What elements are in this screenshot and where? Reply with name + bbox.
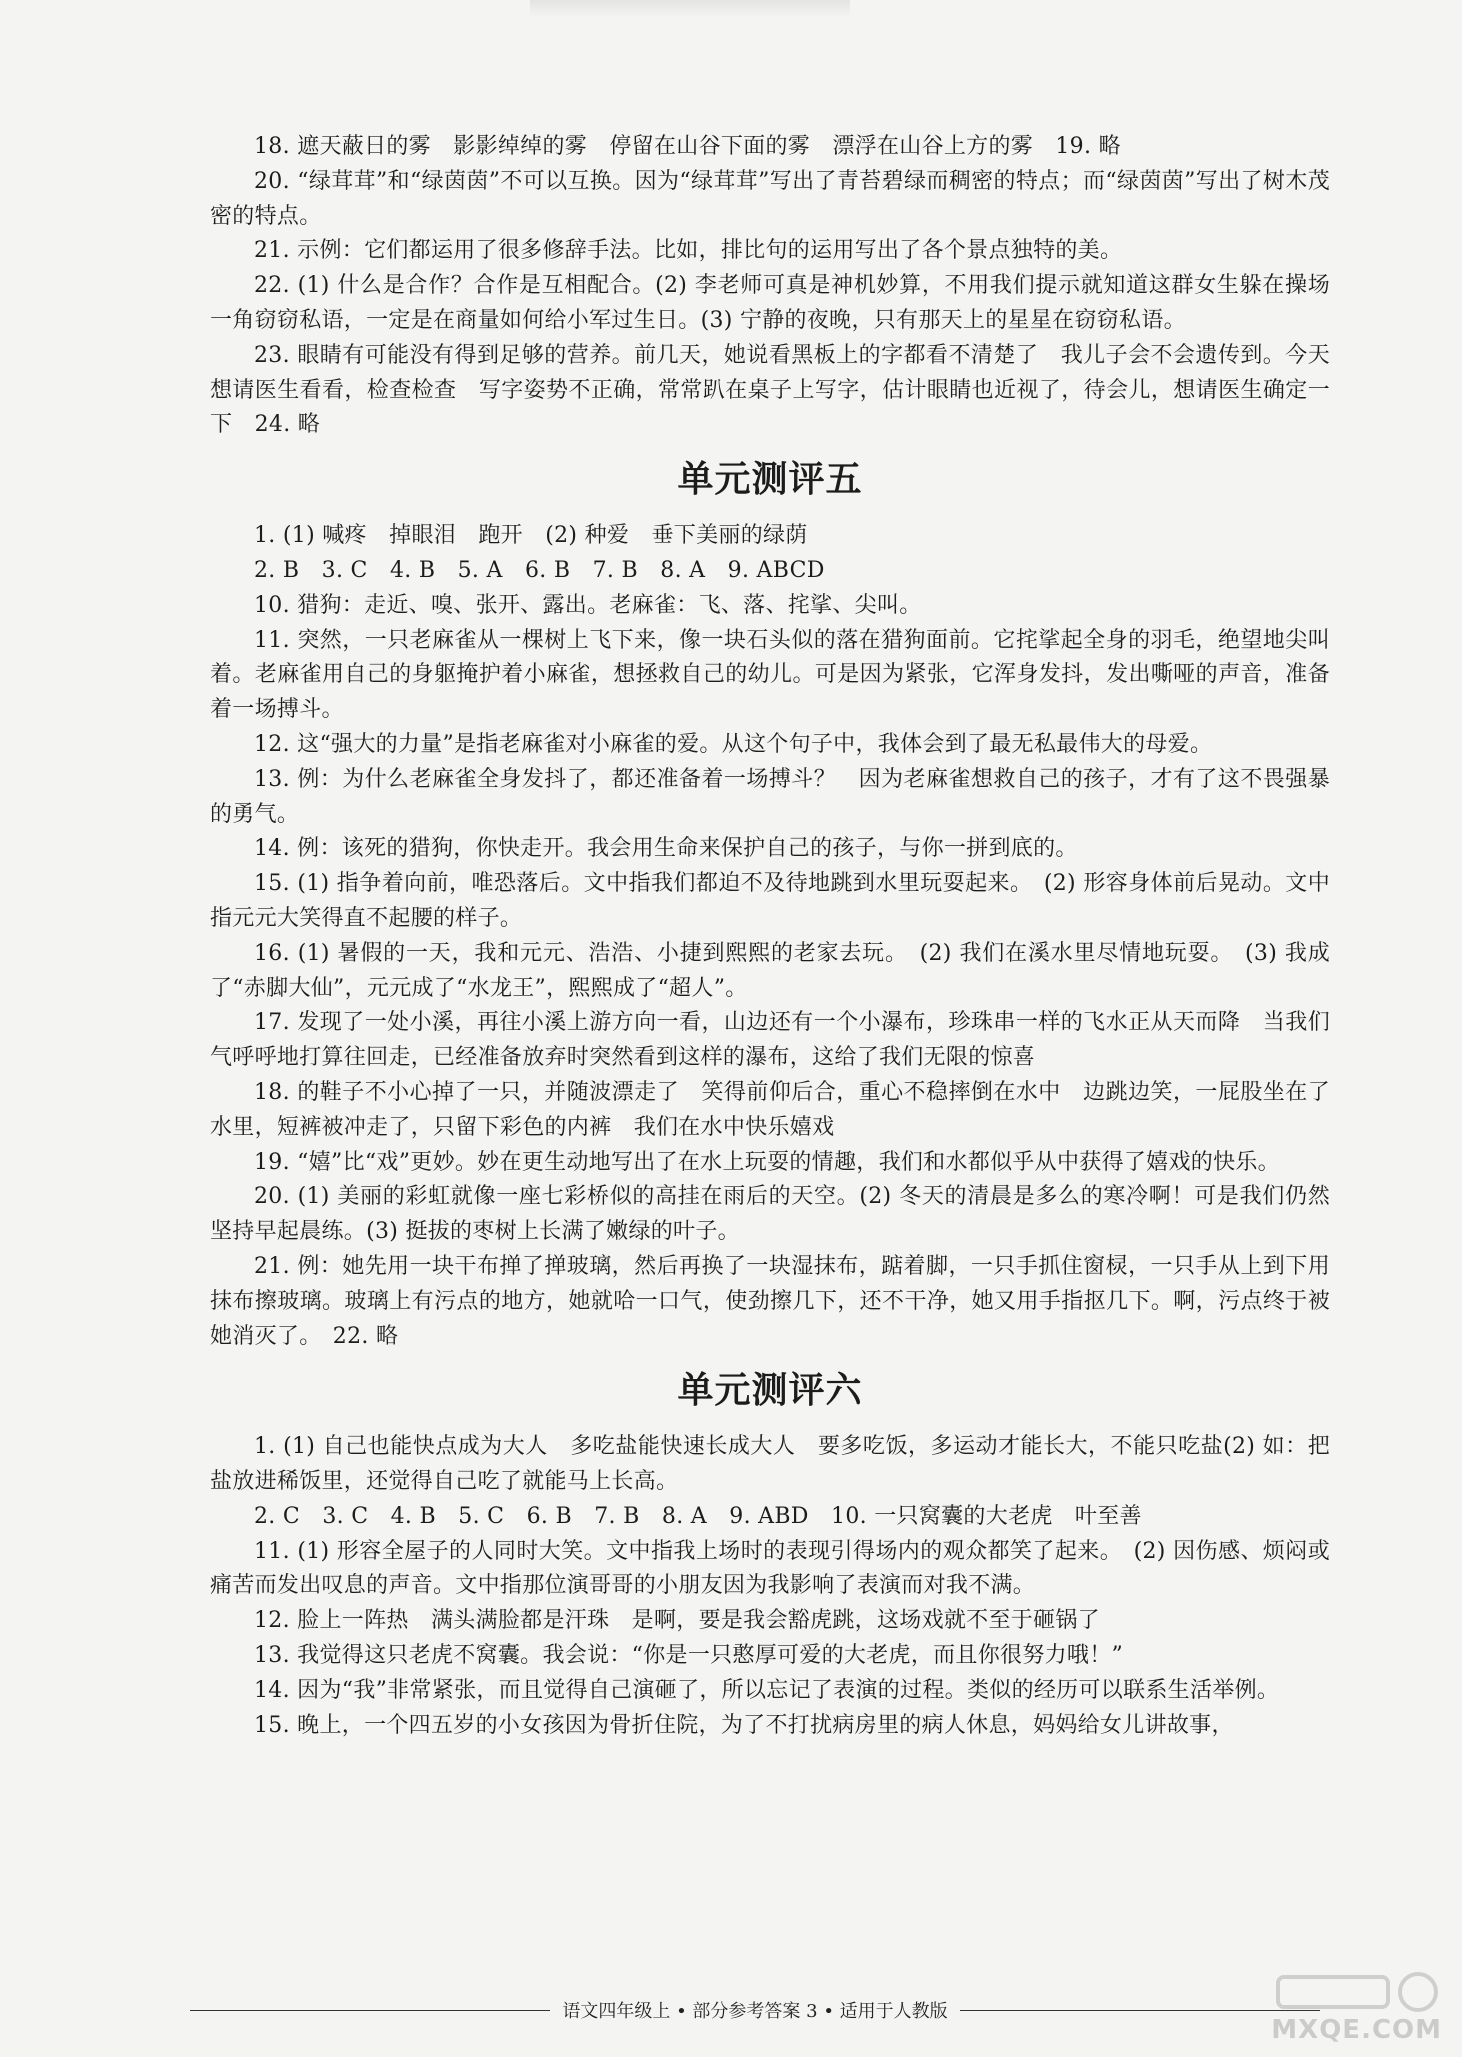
watermark-url: MXQE.COM: [1271, 2015, 1442, 2045]
answer-paragraph: 22. (1) 什么是合作？合作是互相配合。(2) 李老师可真是神机妙算，不用我们提示就知道这群女生躲在操场一角窃窃私语，一定是在商量如何给小军过生日。(3) 宁静的夜晚，只有那天上的星星在窃窃私语。: [210, 273, 1330, 333]
footer-rule-right: [960, 2010, 1320, 2011]
answer-paragraph: 16. (1) 暑假的一天，我和元元、浩浩、小捷到熙熙的老家去玩。 (2) 我们在溪水里尽情地玩耍。 (3) 我成了“赤脚大仙”，元元成了“水龙王”，熙熙成了“超人”。: [210, 940, 1330, 1001]
answer-paragraph: 2. C 3. C 4. B 5. C 6. B 7. B 8. A 9. ABD 10. 一只窝囊的大老虎 叶至善: [254, 1503, 1142, 1529]
footer-text: 语文四年级上 • 部分参考答案 3 • 适用于人教版: [562, 2001, 948, 2022]
answer-paragraph: 18. 的鞋子不小心掉了一只，并随波漂走了 笑得前仰后合，重心不稳摔倒在水中 边跳边笑，一屁股坐在了水里，短裤被冲走了，只留下彩色的内裤 我们在水中快乐嬉戏: [210, 1079, 1330, 1140]
section-heading-unit-6: 单元测评六: [677, 1370, 863, 1412]
answer-paragraph: 13. 例：为什么老麻雀全身发抖了，都还准备着一场搏斗？ 因为老麻雀想救自己的孩子，才有了这不畏强暴的勇气。: [210, 766, 1330, 827]
answer-paragraph: 17. 发现了一处小溪，再往小溪上游方向一看，山边还有一个小瀑布，珍珠串一样的飞水正从天而降 当我们气呼呼地打算往回走，已经准备放弃时突然看到这样的瀑布，这给了我们无限的惊喜: [210, 1010, 1330, 1071]
answer-paragraph: 10. 猎狗：走近、嗅、张开、露出。老麻雀：飞、落、挓挲、尖叫。: [254, 592, 922, 618]
answer-paragraph: 11. 突然，一只老麻雀从一棵树上飞下来，像一块石头似的落在猎狗面前。它挓挲起全身的羽毛，绝望地尖叫着。老麻雀用自己的身躯掩护着小麻雀，想拯救自己的幼儿。可是因为紧张，它浑身发抖，发出嘶哑的声音，准备着一场搏斗。: [210, 627, 1330, 723]
footer-rule-left: [190, 2010, 550, 2011]
watermark-logo-icon: [1268, 1967, 1448, 2017]
answer-paragraph: 14. 例：该死的猎狗，你快走开。我会用生命来保护自己的孩子，与你一拼到底的。: [254, 836, 1078, 862]
answer-paragraph: 13. 我觉得这只老虎不窝囊。我会说：“你是一只憨厚可爱的大老虎，而且你很努力哦！”: [254, 1643, 1124, 1669]
answer-paragraph: 18. 遮天蔽日的雾 影影绰绰的雾 停留在山谷下面的雾 漂浮在山谷上方的雾 19. 略: [254, 134, 1121, 159]
answer-paragraph: 2. B 3. C 4. B 5. A 6. B 7. B 8. A 9. ABCD: [254, 557, 825, 583]
answer-paragraph: 23. 眼睛有可能没有得到足够的营养。前几天，她说看黑板上的字都看不清楚了 我儿子会不会遗传到。今天想请医生看看，检查检查 写字姿势不正确，常常趴在桌子上写字，估计眼睛也近视了，待会儿，想请医生确定一下 24. 略: [210, 342, 1330, 438]
page-content: [210, 130, 1330, 1743]
answer-paragraph: 21. 例：她先用一块干布掸了掸玻璃，然后再换了一块湿抹布，踮着脚，一只手抓住窗棂，一只手从上到下用抹布擦玻璃。玻璃上有污点的地方，她就哈一口气，使劲擦几下，还不干净，她又用手指抠几下。啊，污点终于被她消灭了。 22. 略: [210, 1253, 1330, 1349]
answer-paragraph: 20. (1) 美丽的彩虹就像一座七彩桥似的高挂在雨后的天空。(2) 冬天的清晨是多么的寒冷啊！可是我们仍然坚持早起晨练。(3) 挺拔的枣树上长满了嫩绿的叶子。: [210, 1184, 1330, 1245]
answer-paragraph: 11. (1) 形容全屋子的人同时大笑。文中指我上场时的表现引得场内的观众都笑了起来。 (2) 因伤感、烦闷或痛苦而发出叹息的声音。文中指那位演哥哥的小朋友因为我影响了表演而对我不满。: [210, 1538, 1330, 1599]
answer-paragraph: 1. (1) 喊疼 掉眼泪 跑开 (2) 种爱 垂下美丽的绿荫: [254, 523, 808, 549]
answer-paragraph: 15. (1) 指争着向前，唯恐落后。文中指我们都迫不及待地跳到水里玩耍起来。 (2) 形容身体前后晃动。文中指元元大笑得直不起腰的样子。: [210, 871, 1330, 931]
answer-paragraph: 12. 脸上一阵热 满头满脸都是汗珠 是啊，要是我会豁虎跳，这场戏就不至于砸锅了: [254, 1608, 1100, 1634]
answer-paragraph: 21. 示例：它们都运用了很多修辞手法。比如，排比句的运用写出了各个景点独特的美。: [254, 238, 1123, 264]
page-footer: [190, 1995, 1320, 2025]
site-watermark: [1268, 1967, 1448, 2047]
answer-paragraph: 20. “绿茸茸”和“绿茵茵”不可以互换。因为“绿茸茸”写出了青苔碧绿而稠密的特点；而“绿茵茵”写出了树木茂密的特点。: [210, 168, 1330, 229]
answer-paragraph: 1. (1) 自己也能快点成为大人 多吃盐能快速长成大人 要多吃饭，多运动才能长大，不能只吃盐(2) 如：把盐放进稀饭里，还觉得自己吃了就能马上长高。: [210, 1434, 1330, 1495]
scan-shadow: [530, 0, 850, 18]
answer-paragraph: 15. 晚上，一个四五岁的小女孩因为骨折住院，为了不打扰病房里的病人休息，妈妈给女儿讲故事，: [254, 1712, 1234, 1738]
answer-paragraph: 14. 因为“我”非常紧张，而且觉得自己演砸了，所以忘记了表演的过程。类似的经历可以联系生活举例。: [254, 1677, 1280, 1703]
section-heading-unit-5: 单元测评五: [677, 459, 863, 501]
answer-paragraph: 19. “嬉”比“戏”更妙。妙在更生动地写出了在水上玩耍的情趣，我们和水都似乎从中获得了嬉戏的快乐。: [254, 1149, 1280, 1175]
answer-paragraph: 12. 这“强大的力量”是指老麻雀对小麻雀的爱。从这个句子中，我体会到了最无私最伟大的母爱。: [254, 731, 1213, 757]
